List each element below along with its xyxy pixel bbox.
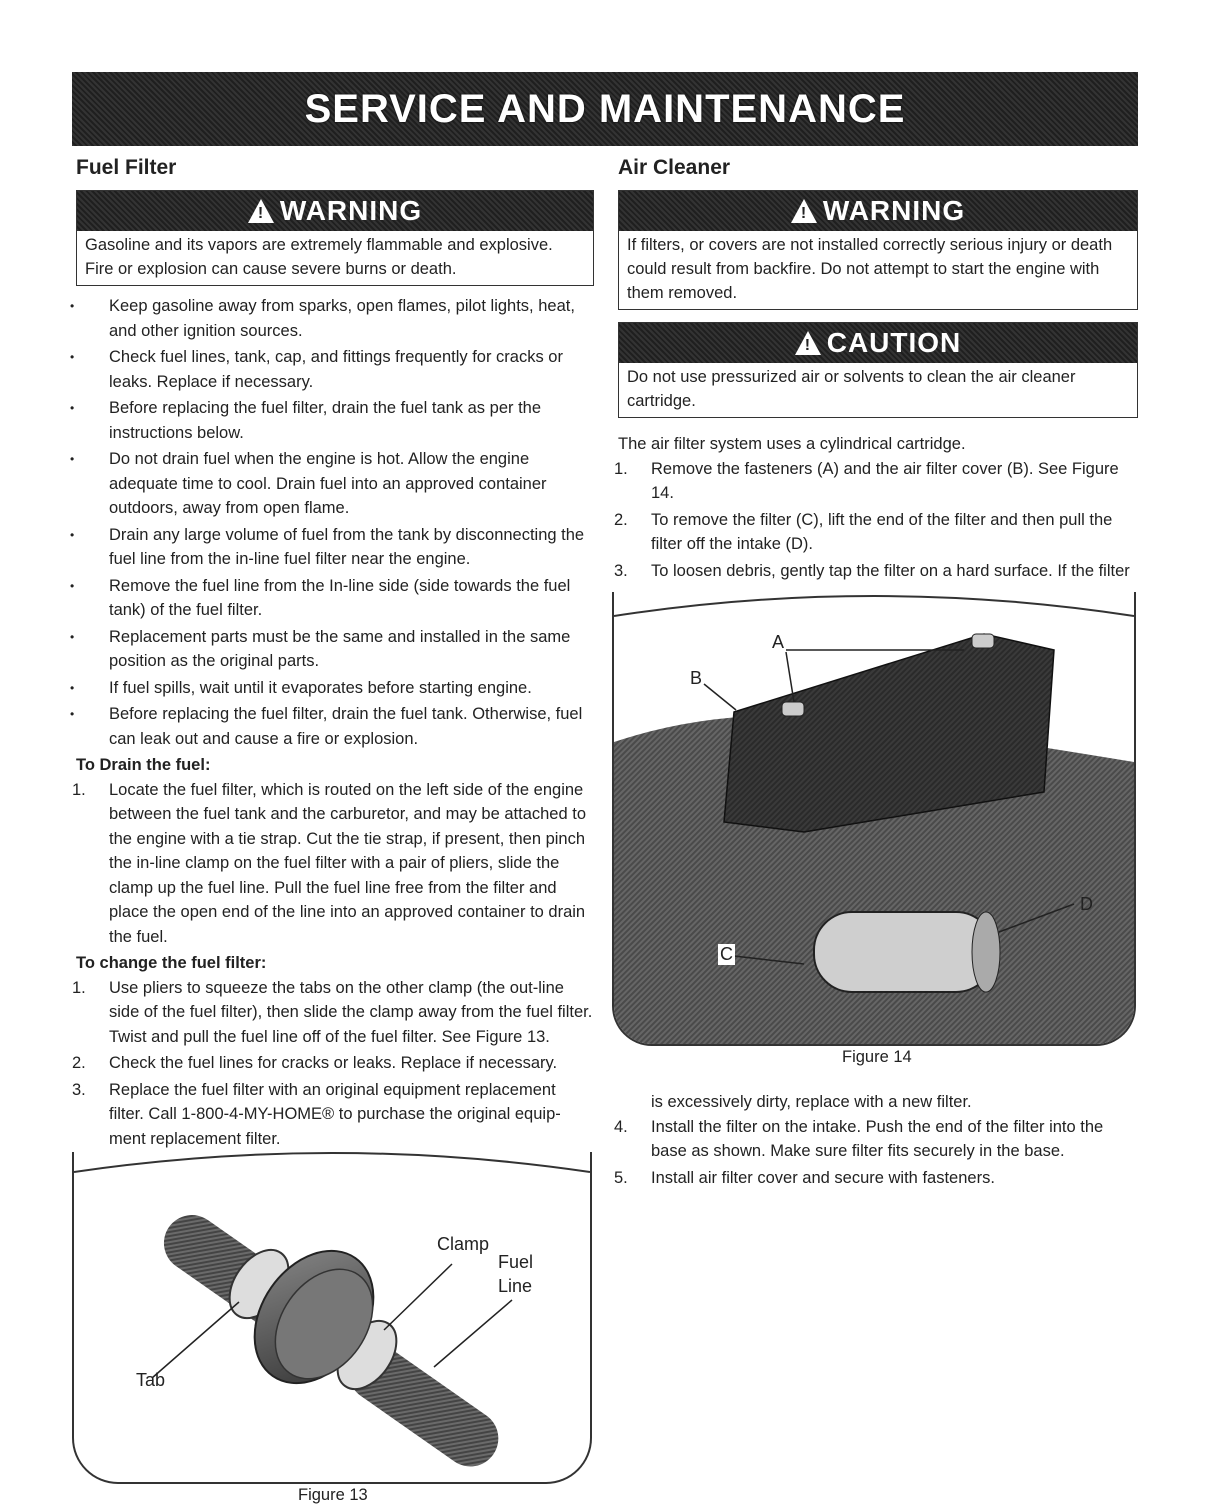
fuel-safety-bullets bbox=[76, 294, 594, 751]
bullet-item: • Replacement parts must be the same and installed in the same position as the original parts. bbox=[76, 625, 594, 674]
step-item: 2. To remove the filter (C), lift the end of the filter and then pull the filter off the intake (D). bbox=[614, 510, 1113, 553]
banner-title: SERVICE AND MAINTENANCE bbox=[304, 86, 906, 131]
figure-14-label-d: D bbox=[1080, 894, 1093, 914]
step-3-continuation: is excessively dirty, replace with a new filter. bbox=[651, 1093, 972, 1111]
bullet-item: • Before replacing the fuel filter, drain the fuel tank as per the instructions below. bbox=[76, 396, 594, 445]
figure-14-label-c: C bbox=[720, 944, 733, 964]
step-item: 3. Replace the fuel filter with an original equipment replacement filter. Call 1-800-4-MY-HOME® to purchase the original equip-ment replacement filter. bbox=[72, 1080, 561, 1148]
bullet-item: • Do not drain fuel when the engine is hot. Allow the engine adequate time to cool. Drain fuel into an approved container outdoors, away from open flame. bbox=[76, 447, 594, 521]
step-item: 5. Install air filter cover and secure with fasteners. bbox=[614, 1168, 995, 1187]
bullet-item: • Remove the fuel line from the In-line side (side towards the fuel tank) of the fuel filter. bbox=[76, 574, 594, 623]
step-item: 2. Check the fuel lines for cracks or leaks. Replace if necessary. bbox=[72, 1054, 558, 1072]
air-cleaner-body bbox=[614, 432, 1138, 583]
step-item: 1. Remove the fasteners (A) and the air filter cover (B). See Figure 14. bbox=[614, 459, 1119, 502]
caution-triangle-icon: ! bbox=[795, 331, 821, 355]
bullet-item: • Keep gasoline away from sparks, open flames, pilot lights, heat, and other ignition sources. bbox=[76, 294, 594, 343]
figure-14-label-b: B bbox=[690, 668, 703, 688]
fuel-warning-bar bbox=[77, 191, 593, 231]
warning-triangle-icon: ! bbox=[248, 199, 274, 223]
air-caution-box bbox=[618, 322, 1138, 418]
step-item: 4. Install the filter on the intake. Push the end of the filter into the base as shown. Make sure filter fits securely in the base. bbox=[614, 1117, 1104, 1160]
step-item: 3. To loosen debris, gently tap the filter on a hard surface. If the filter bbox=[614, 561, 1130, 580]
air-warning-box bbox=[618, 190, 1138, 310]
change-steps bbox=[72, 976, 594, 1178]
warning-triangle-icon: ! bbox=[791, 199, 817, 223]
air-warning-text: If filters, or covers are not installed correctly serious injury or death could result from backfire. Do not attempt to start the engine with them removed. bbox=[627, 236, 1113, 302]
fuel-filter-body bbox=[72, 294, 594, 1178]
figure-14-label-a: A bbox=[772, 632, 785, 652]
figure-13-label-clamp: Clamp bbox=[437, 1234, 490, 1254]
drain-fuel-heading: To Drain the fuel: bbox=[76, 756, 211, 774]
fuel-warning-label: WARNING bbox=[279, 195, 423, 226]
bullet-item: • Check fuel lines, tank, cap, and fittings frequently for cracks or leaks. Replace if necessary. bbox=[76, 345, 594, 394]
air-steps-a bbox=[614, 457, 1138, 584]
air-cleaner-intro: The air filter system uses a cylindrical cartridge. bbox=[618, 435, 966, 453]
air-caution-bar bbox=[619, 323, 1137, 363]
figure-13-label-tab: Tab bbox=[136, 1370, 166, 1390]
bullet-item: • Drain any large volume of fuel from the tank by disconnecting the fuel line from the in-line fuel filter near the engine. bbox=[76, 523, 594, 572]
fuel-filter-section bbox=[72, 156, 594, 1180]
figure-13-label-line: Line bbox=[498, 1276, 533, 1296]
air-cleaner-heading: Air Cleaner bbox=[618, 156, 731, 179]
air-cleaner-section bbox=[614, 156, 1138, 585]
figure-14-caption: Figure 14 bbox=[842, 1048, 912, 1066]
drain-steps bbox=[72, 778, 594, 950]
figure-13-label-fuel: Fuel bbox=[498, 1252, 534, 1272]
fuel-filter-heading: Fuel Filter bbox=[76, 156, 177, 179]
fuel-filter-illustration bbox=[74, 1152, 590, 1482]
fuel-warning-text: Gasoline and its vapors are extremely flammable and explosive. Fire or explosion can cause severe burns or death. bbox=[85, 236, 553, 278]
air-cleaner-continued bbox=[614, 1090, 1138, 1192]
air-steps-b bbox=[614, 1115, 1138, 1191]
step-item: 1. Use pliers to squeeze the tabs on the other clamp (the out-line side of the fuel filter), then slide the clamp away from the fuel filter. Twist and pull the fuel line off of the fuel filter. See Figure 13. bbox=[72, 978, 593, 1046]
air-warning-bar bbox=[619, 191, 1137, 231]
step-item: 1. Locate the fuel filter, which is routed on the left side of the engine between the fuel tank and the carburetor, and may be attached to the engine with a tie strap. Cut the tie strap, if present, then pinch the in-line clamp on the fuel filter with a pair of pliers, slide the clamp up the fuel line. Pull the fuel line free from the filter and place the open end of the line into an approved container to drain the fuel. bbox=[72, 780, 586, 946]
air-caution-text: Do not use pressurized air or solvents to clean the air cleaner cartridge. bbox=[627, 368, 1076, 410]
bullet-item: • If fuel spills, wait until it evaporates before starting engine. bbox=[76, 676, 594, 701]
air-cleaner-illustration bbox=[614, 592, 1134, 1044]
bullet-item: • Before replacing the fuel filter, drain the fuel tank. Otherwise, fuel can leak out and cause a fire or explosion. bbox=[76, 702, 594, 751]
figure-13-caption: Figure 13 bbox=[298, 1486, 368, 1504]
page-banner bbox=[72, 72, 1138, 146]
air-caution-label: CAUTION bbox=[826, 327, 962, 358]
figure-13 bbox=[72, 1152, 592, 1484]
figure-14 bbox=[612, 592, 1136, 1046]
change-filter-heading: To change the fuel filter: bbox=[76, 954, 267, 972]
air-warning-label: WARNING bbox=[822, 195, 966, 226]
fuel-warning-box bbox=[76, 190, 594, 286]
